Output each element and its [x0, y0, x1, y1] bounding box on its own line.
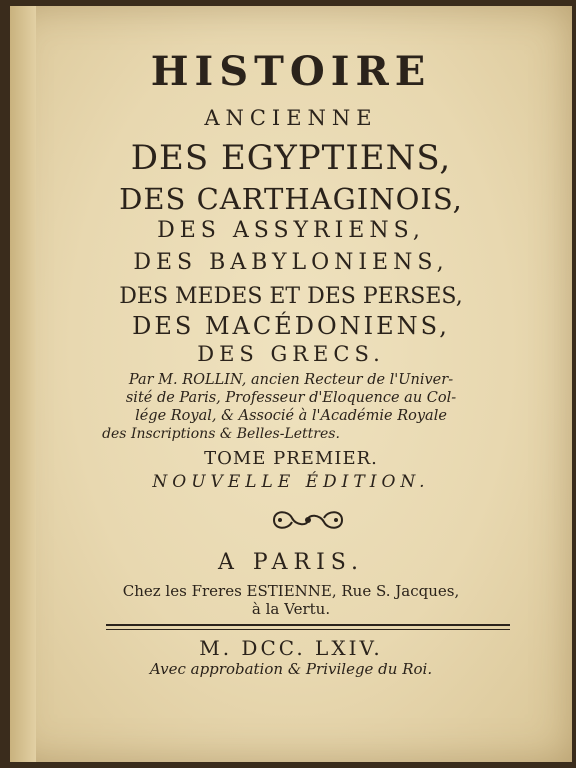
edition-label: NOUVELLE ÉDITION. [152, 472, 430, 492]
title-assyriens: DES ASSYRIENS, [157, 218, 425, 243]
double-rule-bottom [106, 629, 510, 630]
title-ancienne: ANCIENNE [204, 106, 378, 130]
imprint-publisher-line-1: Chez les Freres ESTIENNE, Rue S. Jacques, [122, 582, 460, 600]
title-grecs: DES GRECS. [197, 342, 385, 366]
title-egyptiens: DES EGYPTIENS, [130, 138, 452, 178]
imprint-publisher-line-2: à la Vertu. [251, 600, 331, 618]
title-macedoniens: DES MACÉDONIENS, [132, 312, 450, 340]
title-medes-perses: DES MEDES ET DES PERSES, [119, 284, 463, 309]
author-line-3: lége Royal, & Associé à l'Académie Royale [135, 408, 447, 424]
title-babyloniens: DES BABYLONIENS, [133, 250, 449, 275]
title-histoire: HISTOIRE [150, 48, 432, 95]
imprint-year: M. DCC. LXIV. [199, 636, 383, 660]
title-carthaginois: DES CARTHAGINOIS, [119, 182, 463, 216]
title-page [10, 6, 572, 762]
fleuron-ornament-icon [268, 504, 348, 536]
author-line-1: Par M. ROLLIN, ancien Recteur de l'Univer- [128, 372, 454, 388]
double-rule-top [106, 624, 510, 626]
imprint-city: A PARIS. [217, 550, 365, 575]
author-line-2: sité de Paris, Professeur d'Eloquence au Col- [125, 390, 457, 406]
imprint-approval: Avec approbation & Privilege du Roi. [149, 660, 433, 678]
volume-label: TOME PREMIER. [204, 448, 378, 469]
author-line-4: des Inscriptions & Belles-Lettres. [102, 426, 340, 442]
